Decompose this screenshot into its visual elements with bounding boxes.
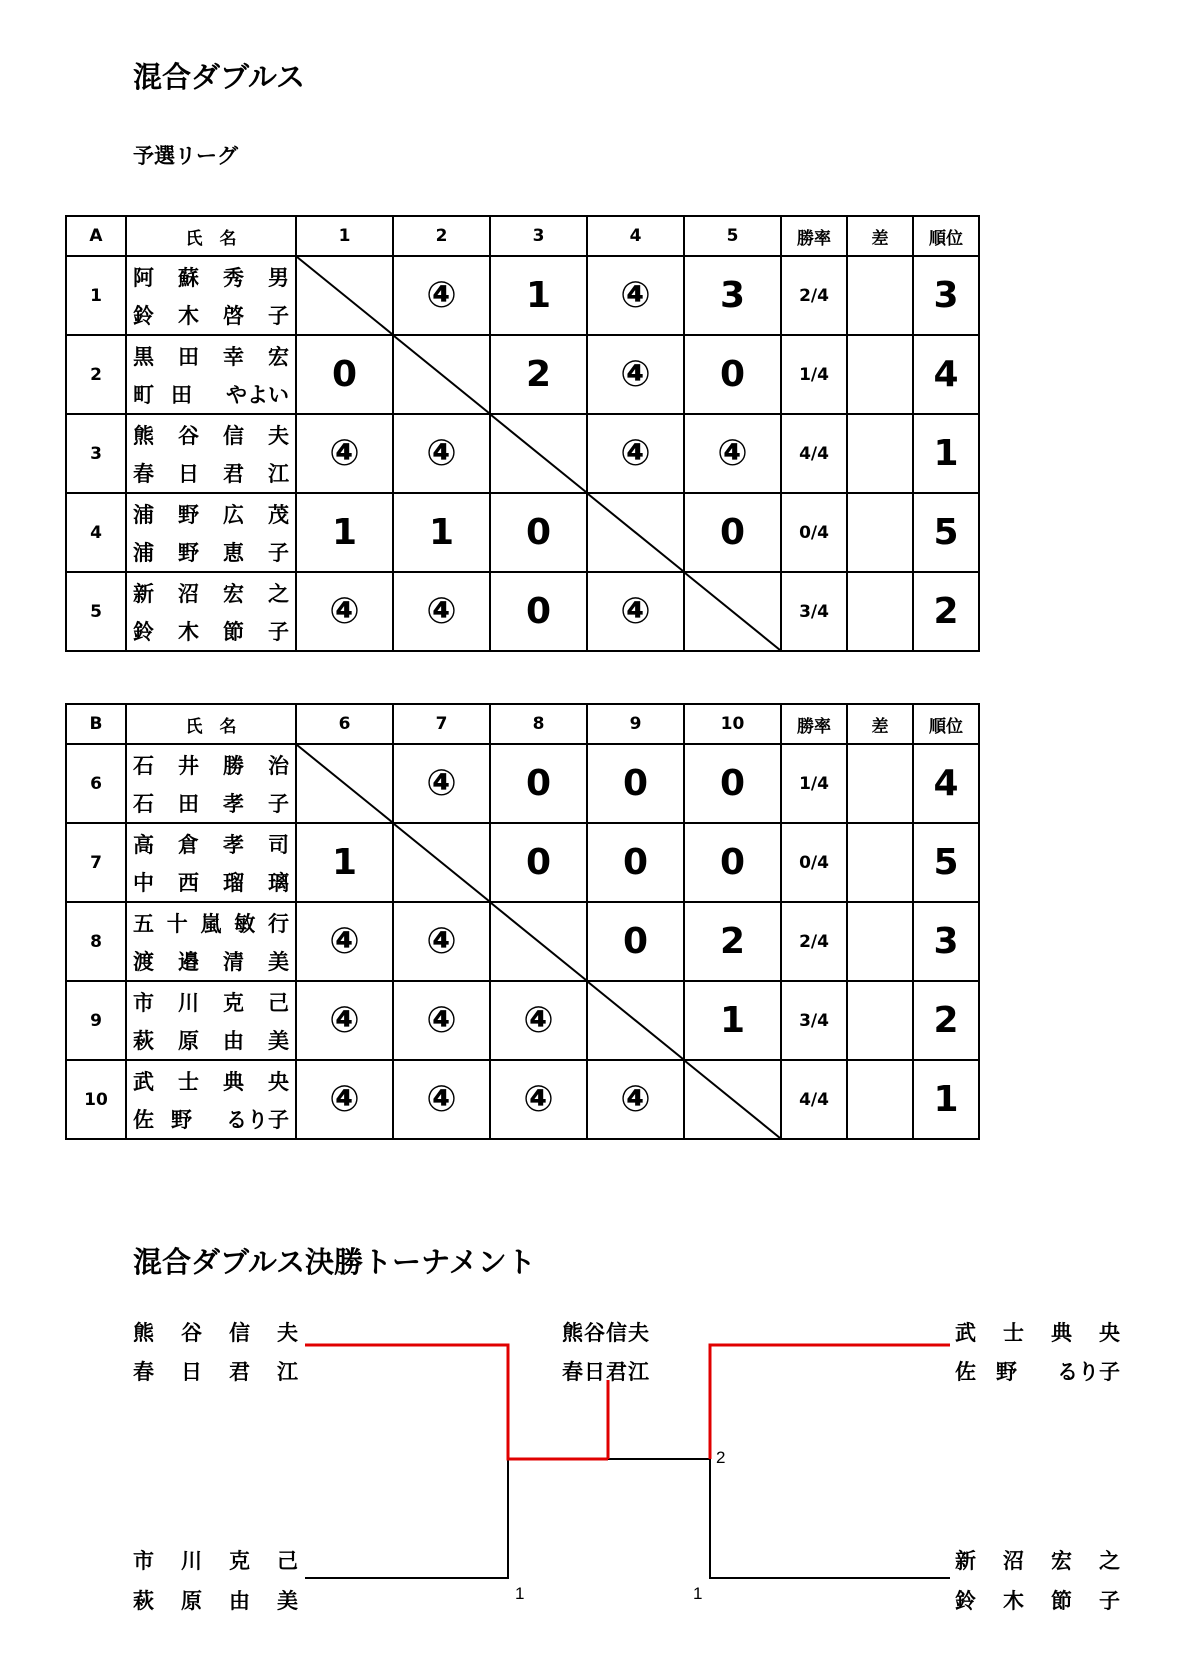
name-char: 日 [178,461,199,486]
name-char: 野 [178,502,199,527]
name-char: 武 [955,1321,976,1345]
win-rate: 3/4 [781,981,847,1060]
player-name [127,983,295,1021]
entry-number: 8 [66,902,126,981]
name-char: 典 [1051,1321,1072,1345]
score-cell: ④ [587,335,684,414]
name-char: 新 [133,581,154,606]
name-char: 萩 [133,1589,154,1613]
name-char: 木 [1003,1589,1024,1613]
player-name [127,533,295,571]
score-right-semifinal: 1 [693,1584,703,1603]
name-char: 夫 [268,423,289,448]
entry-number: 2 [66,335,126,414]
player-name [127,296,295,334]
name-char: 美 [277,1589,298,1613]
name-char: 谷 [178,423,199,448]
name-char: 美 [268,1028,289,1053]
score-cell: ④ [296,981,393,1060]
name-char: 宏 [1051,1549,1072,1573]
score-cell: 1 [296,823,393,902]
opponent-header: 4 [587,216,684,256]
bracket-left-top-player2 [133,1356,298,1386]
bracket-left-bottom-player2 [133,1585,298,1615]
name-char: 敏 [234,911,256,936]
self-match-cell [296,256,393,335]
score-cell: 0 [684,335,781,414]
self-match-cell [296,744,393,823]
difference [847,335,913,414]
difference [847,981,913,1060]
diagonal-line [685,573,780,650]
name-char: 信 [223,423,244,448]
player-name [127,495,295,533]
name-char: 町 [133,382,154,407]
name-char: 由 [229,1589,250,1613]
pair-names [126,981,296,1060]
name-char: 木 [178,619,199,644]
score-cell: ④ [587,572,684,651]
name-char: 武 [133,1069,154,1094]
table-row [66,256,979,335]
score-cell: 0 [684,493,781,572]
bracket-left-top-player1 [133,1317,298,1347]
diagonal-line [394,336,489,413]
score-cell: ④ [296,572,393,651]
score-cell: ④ [684,414,781,493]
player-name [127,375,295,413]
name-char: 清 [223,949,244,974]
champion-player2: 春日君江 [562,1360,650,1384]
score-cell: 0 [587,902,684,981]
rank: 4 [913,744,979,823]
score-cell: 0 [587,744,684,823]
name-header: 氏 名 [126,704,296,744]
diagonal-line [297,257,392,334]
name-char: 孝 [223,791,244,816]
diagonal-line [297,745,392,822]
name-char: 五 [133,911,154,936]
self-match-cell [587,981,684,1060]
name-char: 渡 [133,949,154,974]
score-cell: ④ [587,1060,684,1139]
diagonal-line [685,1061,780,1138]
self-match-cell [684,572,781,651]
difference [847,823,913,902]
name-char: 啓 [223,303,244,328]
name-char: 浦 [133,502,154,527]
difference [847,493,913,572]
score-cell: 0 [490,823,587,902]
name-char: 節 [1051,1589,1072,1613]
score-cell: ④ [587,256,684,335]
table-row [66,493,979,572]
entry-number: 3 [66,414,126,493]
player-name [127,612,295,650]
diagonal-line [588,494,683,571]
diagonal-line [491,903,586,980]
league-table-a [65,215,980,652]
name-char: 原 [181,1589,202,1613]
name-char: 治 [268,753,289,778]
name-char: 石 [133,753,154,778]
pair-names [126,493,296,572]
name-char: 男 [268,265,289,290]
name-char: 原 [178,1028,199,1053]
score-cell: ④ [296,1060,393,1139]
name-char: 由 [223,1028,244,1053]
score-cell: 1 [490,256,587,335]
player-name [127,784,295,822]
name-char: 克 [229,1549,250,1573]
bracket-lines [305,1459,950,1578]
table-row [66,414,979,493]
opponent-header: 8 [490,704,587,744]
name-char: 新 [955,1549,976,1573]
score-cell: 0 [684,744,781,823]
opponent-header: 5 [684,216,781,256]
group-label: B [66,704,126,744]
name-char: 川 [181,1549,202,1573]
bracket-line-right-bottom [710,1459,950,1578]
player-name [127,337,295,375]
name-char: 之 [268,581,289,606]
name-char: 嵐 [200,911,222,936]
pair-names [126,744,296,823]
self-match-cell [393,823,490,902]
score-cell: 0 [490,744,587,823]
name-char: 鈴 [955,1589,976,1613]
pair-names [126,414,296,493]
section-title-final-tournament: 混合ダブルス決勝トーナメント [133,1245,536,1279]
rank: 3 [913,256,979,335]
score-cell: 0 [490,572,587,651]
player-name [127,825,295,863]
name-char: 司 [268,832,289,857]
name-char: 君 [229,1360,250,1384]
difference [847,256,913,335]
name-char: 士 [1003,1321,1024,1345]
name-char: 田 [171,382,192,407]
name-char: 熊 [133,423,154,448]
name-char: 広 [223,502,244,527]
opponent-header: 6 [296,704,393,744]
rank-header: 順位 [913,216,979,256]
entry-number: 4 [66,493,126,572]
name-char: 己 [277,1549,298,1573]
name-char: 野 [996,1360,1017,1384]
bracket-right-bottom-player1 [955,1545,1120,1575]
bracket-line-left-bottom [305,1459,508,1578]
section-title-preliminary: 予選リーグ [133,144,238,168]
score-cell: ④ [490,1060,587,1139]
name-char: 野 [171,1107,192,1132]
score-right-semifinal-top: 2 [716,1448,726,1467]
table-row [66,335,979,414]
score-cell: 0 [684,823,781,902]
name-header: 氏 名 [126,216,296,256]
score-cell: ④ [296,414,393,493]
name-char: 蘇 [178,265,199,290]
name-char: 十 [166,911,188,936]
name-char: 己 [268,990,289,1015]
difference [847,902,913,981]
name-char: 浦 [133,540,154,565]
name-char: 君 [223,461,244,486]
name-char: 璃 [268,870,289,895]
name-char: 央 [1099,1321,1120,1345]
score-cell: 3 [684,256,781,335]
table-row [66,902,979,981]
player-name [127,1062,295,1100]
name-char: 子 [268,619,289,644]
score-cell: ④ [393,744,490,823]
rank-header: 順位 [913,704,979,744]
name-char: 春 [133,461,154,486]
name-char: 高 [133,832,154,857]
name-char: 春 [133,1360,154,1384]
name-char: 子 [268,540,289,565]
entry-number: 9 [66,981,126,1060]
group-label: A [66,216,126,256]
name-char: 黒 [133,344,154,369]
opponent-header: 9 [587,704,684,744]
name-char: 石 [133,791,154,816]
pair-names [126,823,296,902]
name-char: 美 [268,949,289,974]
name-char: 川 [178,990,199,1015]
name-char: 木 [178,303,199,328]
opponent-header: 2 [393,216,490,256]
diff-header: 差 [847,216,913,256]
player-name [127,904,295,942]
name-char: 江 [277,1360,298,1384]
name-char: 邉 [178,949,199,974]
win-rate: 1/4 [781,335,847,414]
player-name [127,942,295,980]
score-cell: 1 [296,493,393,572]
win-rate: 4/4 [781,1060,847,1139]
bracket-left-bottom-player1 [133,1545,298,1575]
name-char: 江 [268,461,289,486]
rate-header: 勝率 [781,216,847,256]
name-char: 宏 [223,581,244,606]
name-char: 西 [178,870,199,895]
bracket-winner-line-right [710,1345,950,1459]
name-char: 田 [178,344,199,369]
name-char: 信 [229,1321,250,1345]
name-char: 宏 [268,344,289,369]
self-match-cell [490,902,587,981]
difference [847,572,913,651]
name-char: 子 [1099,1589,1120,1613]
difference [847,1060,913,1139]
name-char: 節 [223,619,244,644]
page-title: 混合ダブルス [133,60,305,94]
entry-number: 1 [66,256,126,335]
name-char: 勝 [223,753,244,778]
win-rate: 3/4 [781,572,847,651]
player-name [127,1100,295,1138]
score-cell: ④ [587,414,684,493]
rank: 5 [913,493,979,572]
player-name [127,454,295,492]
pair-names [126,335,296,414]
name-char: 市 [133,1549,154,1573]
score-cell: 2 [684,902,781,981]
name-char: 田 [178,791,199,816]
table-row [66,572,979,651]
name-char: 恵 [223,540,244,565]
name-char: 倉 [178,832,199,857]
self-match-cell [490,414,587,493]
score-cell: ④ [393,1060,490,1139]
bracket-right-bottom-player2 [955,1585,1120,1615]
score-left-semifinal: 1 [515,1584,525,1603]
player-name [127,258,295,296]
entry-number: 5 [66,572,126,651]
opponent-header: 1 [296,216,393,256]
win-rate: 2/4 [781,256,847,335]
score-cell: 0 [490,493,587,572]
name-char: るり子 [1057,1360,1120,1384]
name-char: 典 [223,1069,244,1094]
win-rate: 0/4 [781,493,847,572]
name-char: るり子 [226,1107,289,1132]
name-char: 萩 [133,1028,154,1053]
win-rate: 0/4 [781,823,847,902]
table-row [66,1060,979,1139]
rank: 3 [913,902,979,981]
name-char: 佐 [955,1360,976,1384]
score-cell: 0 [296,335,393,414]
opponent-header: 10 [684,704,781,744]
player-name [127,863,295,901]
rank: 1 [913,414,979,493]
player-name [127,574,295,612]
name-char: 沼 [178,581,199,606]
champion-player1: 熊谷信夫 [562,1321,650,1345]
header-row [66,216,979,256]
pair-names [126,256,296,335]
name-char: やよい [226,382,289,407]
name-char: 央 [268,1069,289,1094]
league-table-b [65,703,980,1140]
pair-names [126,1060,296,1139]
player-name [127,746,295,784]
name-char: 子 [268,303,289,328]
diagonal-line [394,824,489,901]
name-char: 日 [181,1360,202,1384]
self-match-cell [684,1060,781,1139]
name-char: 行 [268,911,289,936]
player-name [127,416,295,454]
name-char: 孝 [223,832,244,857]
difference [847,414,913,493]
name-char: 谷 [181,1321,202,1345]
pair-names [126,902,296,981]
name-char: 佐 [133,1107,154,1132]
table-row [66,981,979,1060]
name-char: 士 [178,1069,199,1094]
name-char: 熊 [133,1321,154,1345]
entry-number: 6 [66,744,126,823]
name-char: 瑠 [223,870,244,895]
diagonal-line [491,415,586,492]
rank: 5 [913,823,979,902]
name-char: 井 [178,753,199,778]
win-rate: 1/4 [781,744,847,823]
score-cell: 2 [490,335,587,414]
name-char: 之 [1099,1549,1120,1573]
name-char: 子 [268,791,289,816]
name-char: 鈴 [133,303,154,328]
self-match-cell [393,335,490,414]
name-char: 幸 [223,344,244,369]
score-cell: 1 [393,493,490,572]
score-cell: ④ [393,256,490,335]
pair-names [126,572,296,651]
opponent-header: 3 [490,216,587,256]
bracket-right-top-player1 [955,1317,1120,1347]
opponent-header: 7 [393,704,490,744]
name-char: 野 [178,540,199,565]
name-char: 鈴 [133,619,154,644]
table-row [66,744,979,823]
name-char: 克 [223,990,244,1015]
name-char: 夫 [277,1321,298,1345]
diff-header: 差 [847,704,913,744]
entry-number: 7 [66,823,126,902]
score-cell: ④ [393,902,490,981]
score-cell: 1 [684,981,781,1060]
bracket-right-top-player2 [955,1356,1120,1386]
name-char: 阿 [133,265,154,290]
player-name [127,1021,295,1059]
name-char: 中 [133,870,154,895]
rank: 1 [913,1060,979,1139]
table-row [66,823,979,902]
difference [847,744,913,823]
name-char: 市 [133,990,154,1015]
entry-number: 10 [66,1060,126,1139]
rate-header: 勝率 [781,704,847,744]
diagonal-line [588,982,683,1059]
name-char: 沼 [1003,1549,1024,1573]
score-cell: ④ [393,414,490,493]
rank: 2 [913,981,979,1060]
name-char: 茂 [268,502,289,527]
score-cell: ④ [393,981,490,1060]
name-char: 秀 [223,265,244,290]
win-rate: 2/4 [781,902,847,981]
score-cell: ④ [296,902,393,981]
rank: 4 [913,335,979,414]
win-rate: 4/4 [781,414,847,493]
header-row [66,704,979,744]
rank: 2 [913,572,979,651]
score-cell: ④ [490,981,587,1060]
self-match-cell [587,493,684,572]
score-cell: 0 [587,823,684,902]
score-cell: ④ [393,572,490,651]
